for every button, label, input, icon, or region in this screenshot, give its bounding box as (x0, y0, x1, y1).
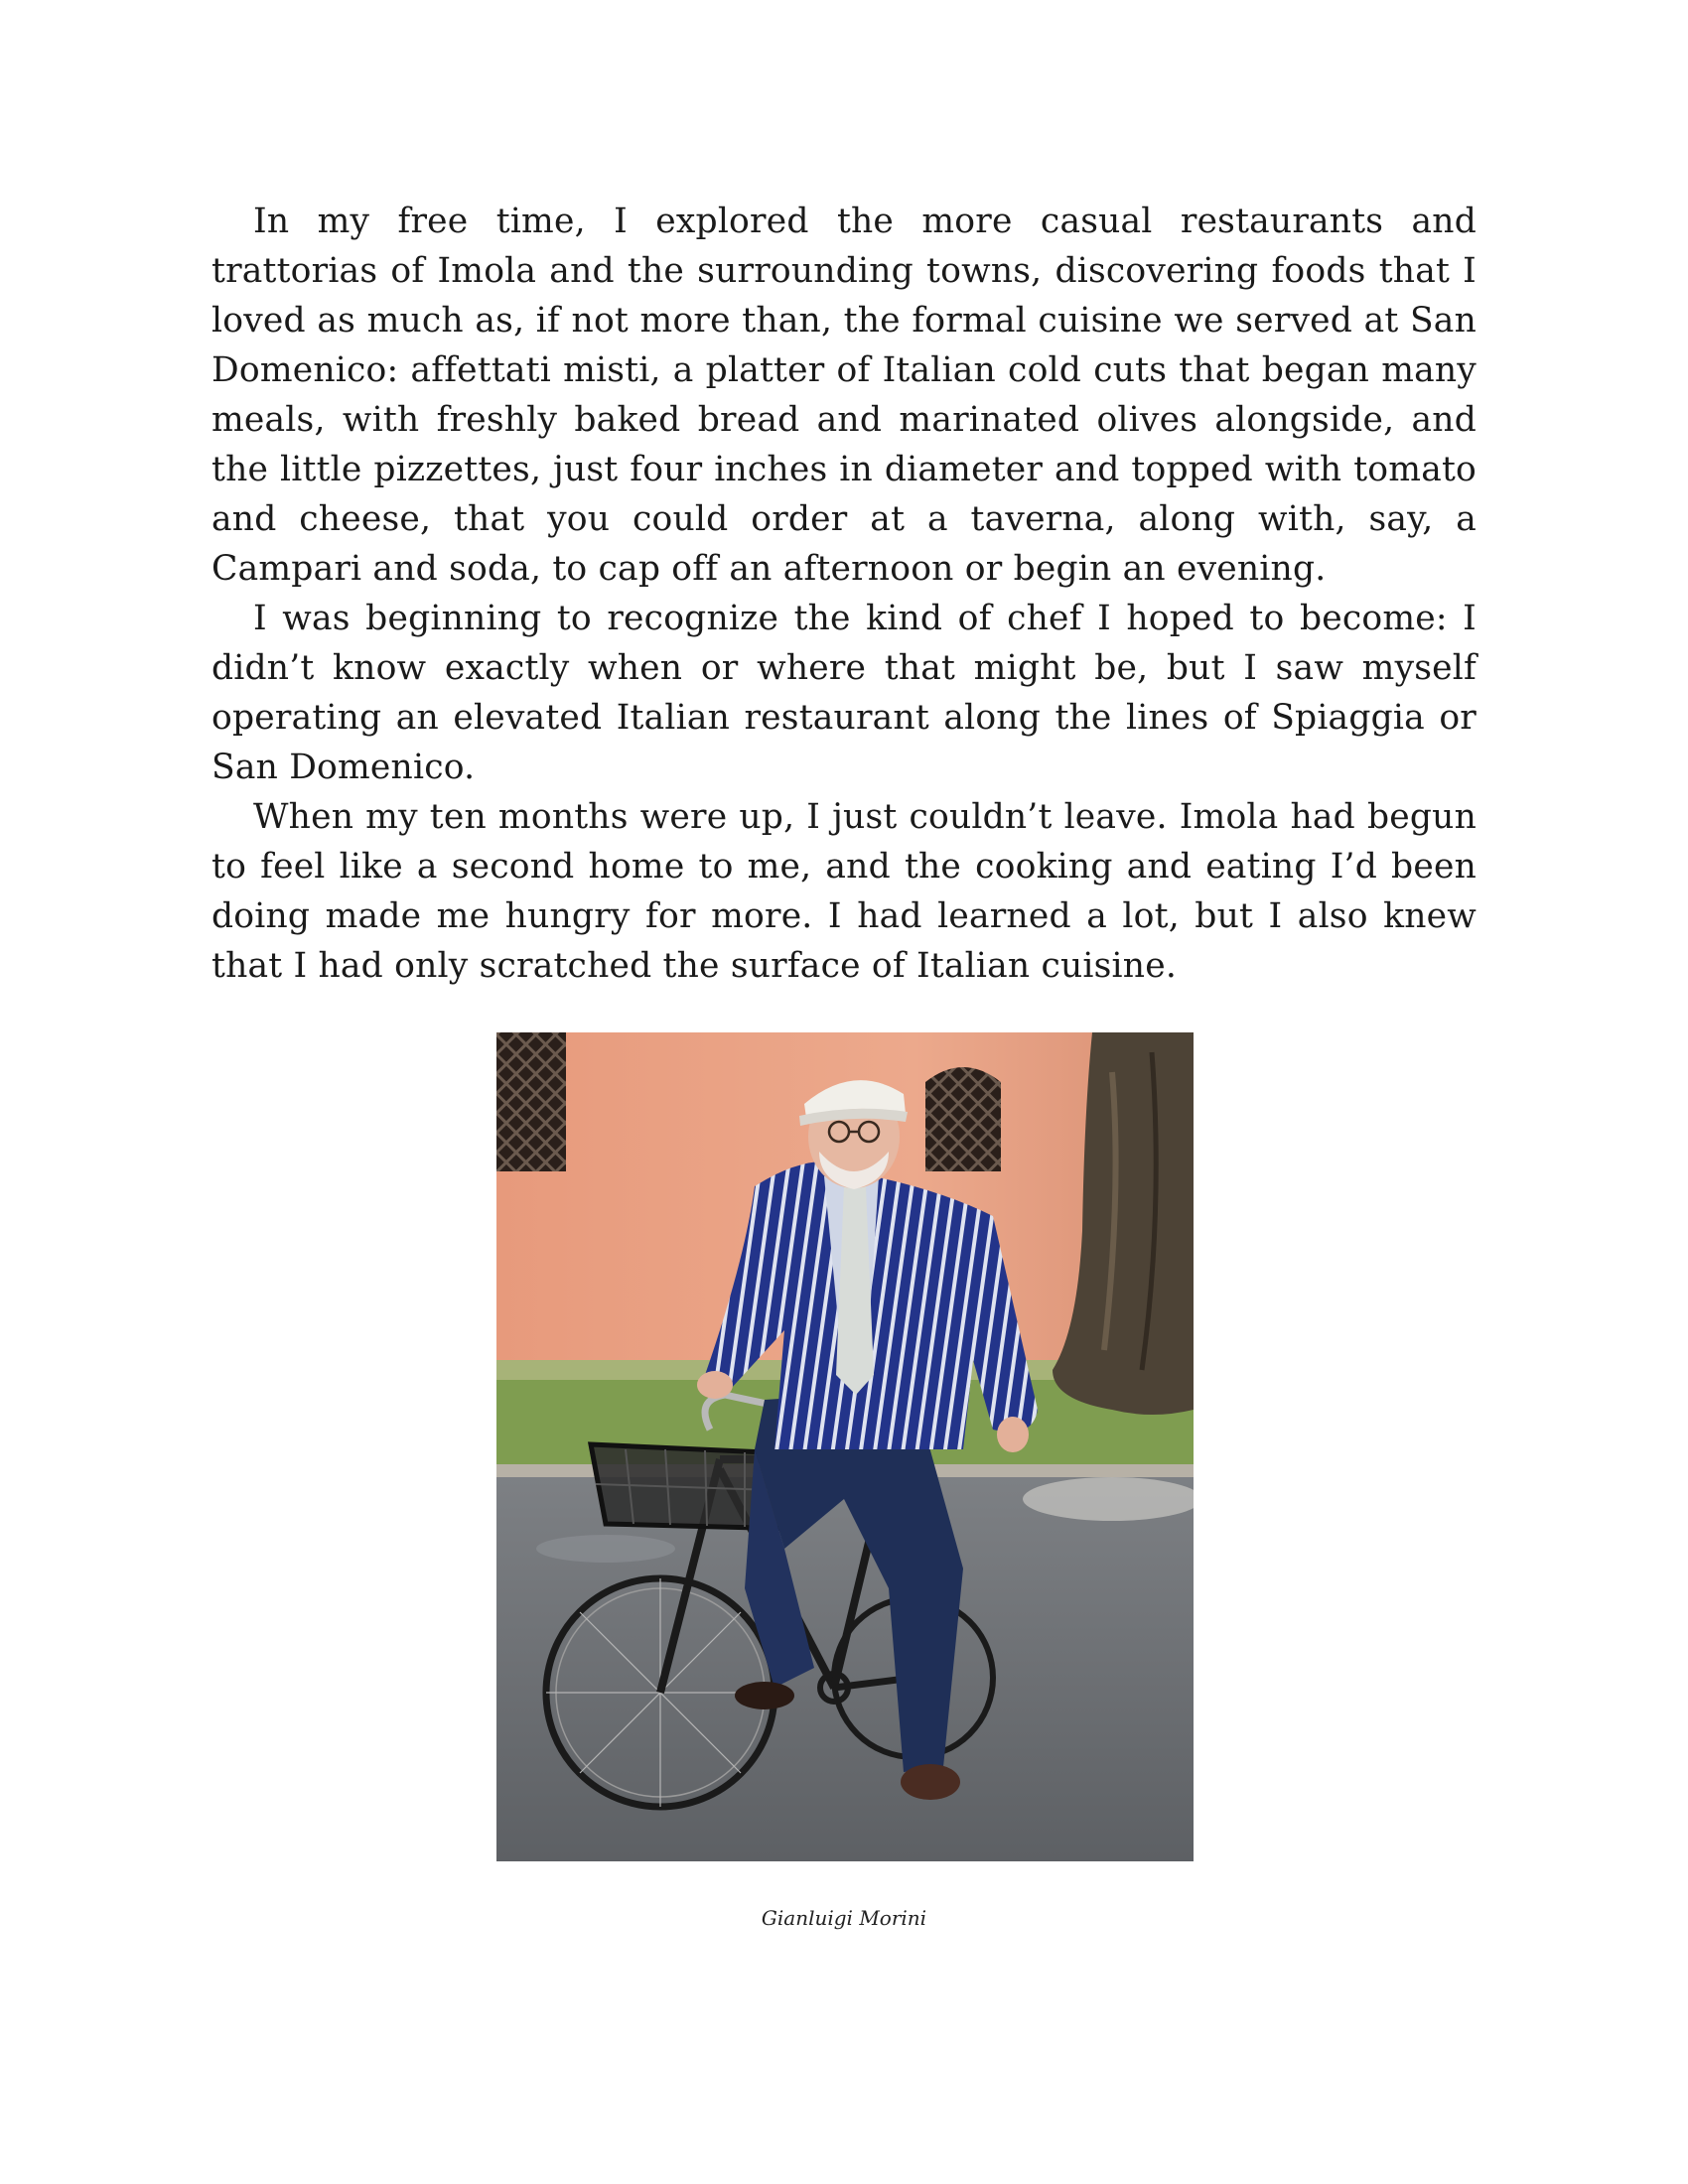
photo-man-on-bicycle (496, 1032, 1194, 1861)
photo-caption: Gianluigi Morini (761, 1906, 927, 1930)
paragraph-1: In my free time, I explored the more casual restaurants and trattorias of Imola and the surrounding towns, discovering foods that I loved as much as, if not more than, the formal cuisine we served at San Domenico: affettati misti, a platter of Italian cold cuts that began many meals, with freshly baked bread and marinated olives alongside, and the little pizzettes, just four inches in diameter and topped with tomato and cheese, that you could order at a taverna, along with, say, a Campari and soda, to cap off an afternoon or begin an evening. (211, 202, 1477, 589)
photo-illustration (496, 1032, 1194, 1861)
paragraph-3: When my ten months were up, I just couldn’t leave. Imola had begun to feel like a second home to me, and the cooking and eating I’d been doing made me hungry for more. I had learned a lot, but I also knew that I had only scratched the surface of Italian cuisine. (211, 797, 1477, 986)
window-right (925, 1067, 1001, 1171)
body-text (211, 197, 1477, 991)
window-left (496, 1032, 566, 1171)
paragraph-2: I was beginning to recognize the kind of chef I hoped to become: I didn’t know exactly when or where that might be, but I saw myself operating an elevated Italian restaurant along the lines of Spiaggia or San Domenico. (211, 599, 1477, 787)
